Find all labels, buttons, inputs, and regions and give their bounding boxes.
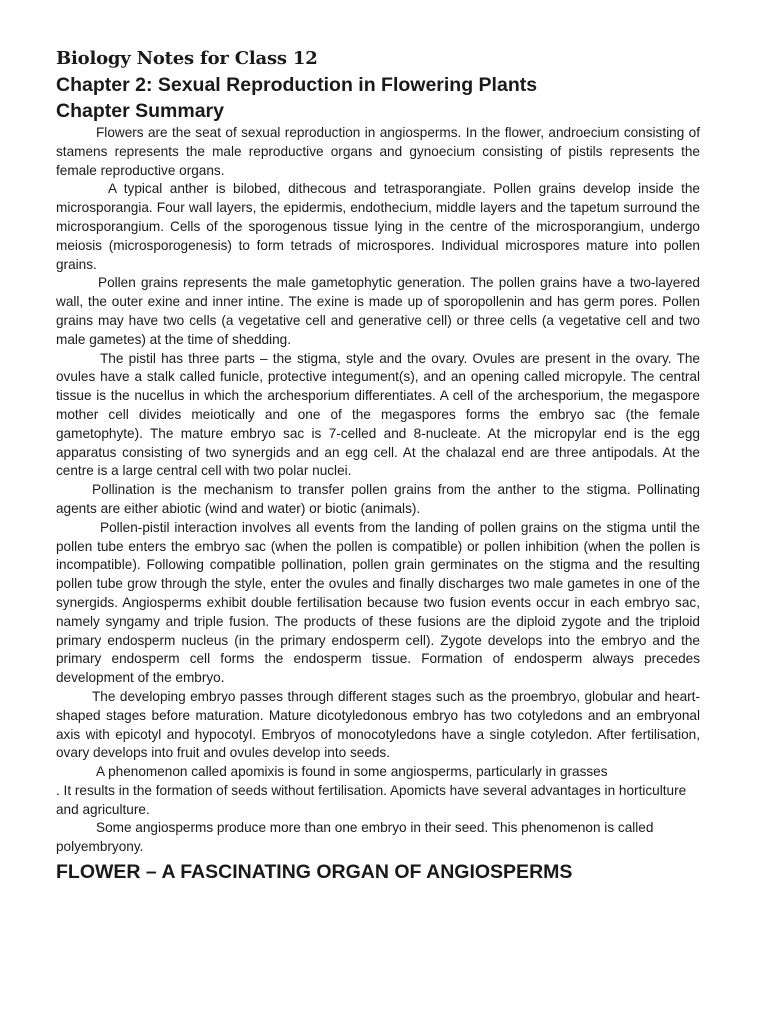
paragraph-apomixis-line2: . It results in the formation of seeds without fertilisation. Apomicts have several advantages in horticulture and agriculture. [56,782,687,817]
summary-heading: Chapter Summary [56,100,224,122]
chapter-title: Chapter 2: Sexual Reproduction in Flowering Plants [56,74,538,96]
document-page [56,46,700,885]
paragraph-pistil: The pistil has three parts – the stigma, style and the ovary. Ovules are present in the ovary. The ovules have a stalk called funicle, protective integument(s), and an opening called micropyle. The central tissue is the nucellus in which the archesporium differentiates. A cell of the archesporium, the megaspore mother cell divides meiotically and one of the megaspores forms the embryo sac (the female gametophyte). The mature embryo sac is 7-celled and 8-nucleate. At the micropylar end is the egg apparatus consisting of two synergids and an egg cell. At the chalazal end are three antipodals. At the centre is a large central cell with two polar nuclei. [56,350,700,479]
paragraph-pollen-pistil: Pollen-pistil interaction involves all events from the landing of pollen grains on the stigma until the pollen tube enters the embryo sac (when the pollen is compatible) or pollen inhibition (when the pollen is incompatible). Following compatible pollination, pollen grain germinates on the stigma and the resulting pollen tube grow through the style, enter the ovules and finally discharges two male gametes in one of the synergids. Angiosperms exhibit double fertilisation because two fusion events occur in each embryo sac, namely syngamy and triple fusion. The products of these fusions are the diploid zygote and the triploid primary endosperm nucleus (in the primary endosperm cell). Zygote develops into the embryo and the primary endosperm cell forms the endosperm tissue. Formation of endosperm always precedes development of the embryo. [56,519,700,686]
paragraph-flowers: Flowers are the seat of sexual reproduction in angiosperms. In the flower, androecium consisting of stamens represents the male reproductive organs and gynoecium consisting of pistils represents the female reproductive organs. [56,125,700,178]
paragraph-apomixis-line1: A phenomenon called apomixis is found in some angiosperms, particularly in grasses [96,764,608,780]
paragraph-pollination: Pollination is the mechanism to transfer pollen grains from the anther to the stigma. Pollinating agents are either abiotic (wind and water) or biotic (animals). [56,482,700,516]
paragraph-pollen-grains: Pollen grains represents the male gametophytic generation. The pollen grains have a two-layered wall, the outer exine and inner intine. The exine is made up of sporopollenin and has germ pores. Pollen grains may have two cells (a vegetative cell and generative cell) or three cells (a vegetative cell and two male gametes) at the time of shedding. [56,275,700,347]
paragraph-embryo: The developing embryo passes through different stages such as the proembryo, globular and heart-shaped stages before maturation. Mature dicotyledonous embryo has two cotyledons and an embryonal axis with epicotyl and hypocotyl. Embryos of monocotyledons have a single cotyledon. After fertilisation, ovary develops into fruit and ovules develop into seeds. [56,688,700,761]
section-heading-flower: FLOWER – A FASCINATING ORGAN OF ANGIOSPERMS [56,861,573,884]
document-header-title: Biology Notes for Class 12 [56,48,318,69]
paragraph-polyembryony: Some angiosperms produce more than one embryo in their seed. This phenomenon is called polyembryony. [56,820,654,855]
paragraph-anther: A typical anther is bilobed, dithecous and tetrasporangiate. Pollen grains develop inside the microsporangia. Four wall layers, the epidermis, endothecium, middle layers and the tapetum surround the microsporangium. Cells of the sporogenous tissue lying in the centre of the microsporangium, undergo meiosis (microsporogenesis) to form tetrads of microspores. Individual microspores mature into pollen grains. [56,181,700,272]
